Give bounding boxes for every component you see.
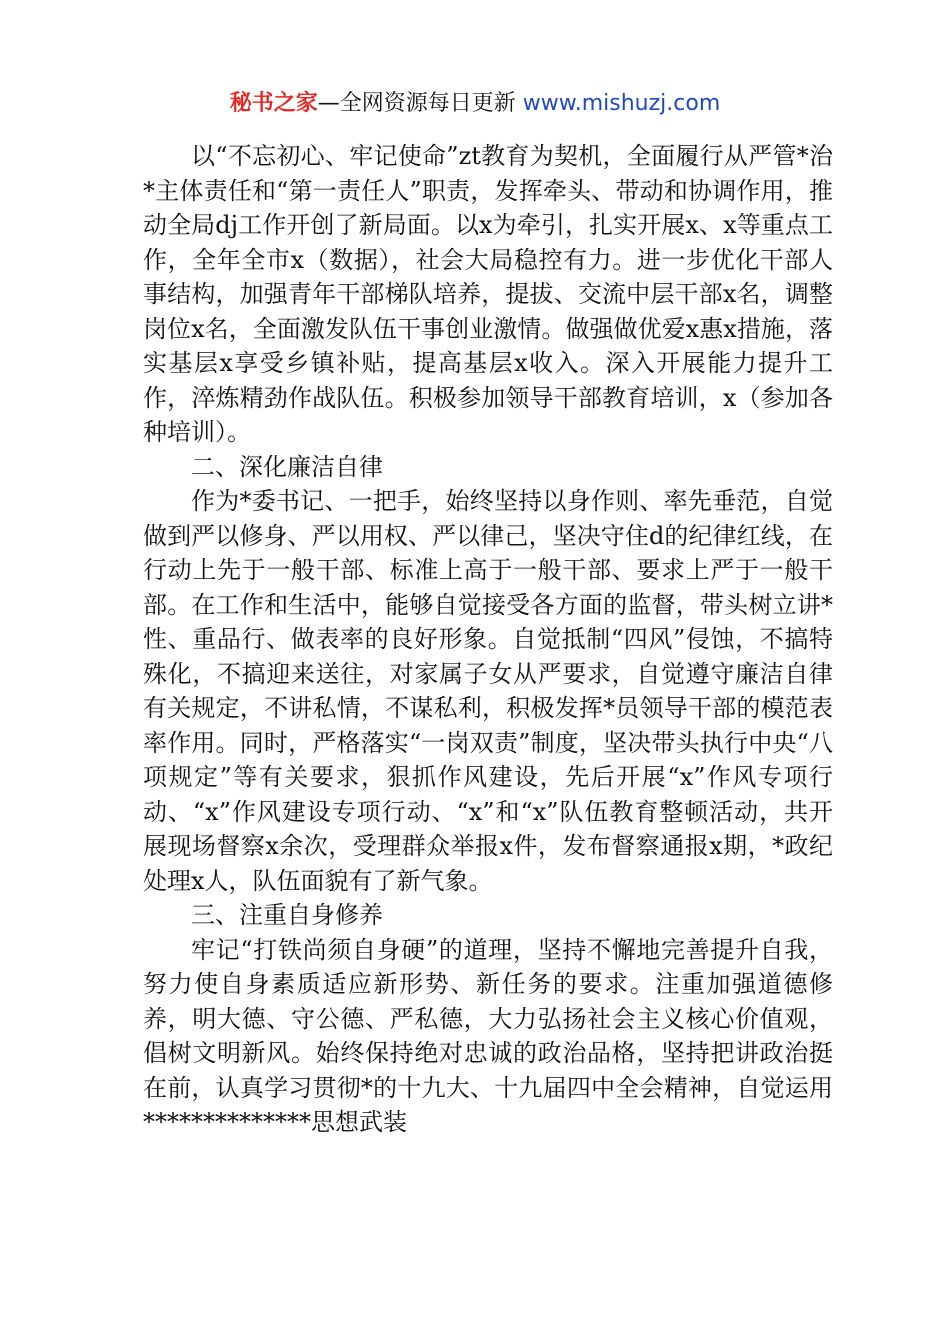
site-header (0, 86, 950, 122)
site-name: 秘书之家 (229, 91, 318, 116)
body-paragraph: 作为*委书记、一把手，始终坚持以身作则、率先垂范，自觉做到严以修身、严以用权、严以律己，坚决守住d的纪律红线，在行动上先于一般干部、标准上高于一般干部、要求上严于一般干部。在工作和生活中，能够自觉接受各方面的监督，带头树立讲*性、重品行、做表率的良好形象。自觉抵制“四风”侵蚀，不搞特殊化，不搞迎来送往，对家属子女从严要求，自觉遵守廉洁自律有关规定，不讲私情，不谋私利，积极发挥*员领导干部的模范表率作用。同时，严格落实“一岗双责”制度，坚决带头执行中央“八项规定”等有关要求，狠抓作风建设，先后开展“x”作风专项行动、“x”作风建设专项行动、“x”和“x”队伍教育整顿活动，共开展现场督察x余次，受理群众举报x件，发布督察通报x期，*政纪处理x人，队伍面貌有了新气象。 (143, 487, 833, 895)
section-heading: 三、注重自身修养 (191, 901, 383, 929)
section-heading: 二、深化廉洁自律 (191, 452, 383, 481)
site-tagline: —全网资源每日更新 (317, 91, 523, 116)
document-body (143, 139, 833, 1140)
site-url-link[interactable]: www.mishuzj.com (522, 91, 721, 116)
body-paragraph: 牢记“打铁尚须自身硬”的道理，坚持不懈地完善提升自我，努力使自身素质适应新形势、新任务的要求。注重加强道德修养，明大德、守公德、严私德，大力弘扬社会主义核心价值观，倡树文明新风。始终保持绝对忠诚的政治品格，坚持把讲政治挺在前，认真学习贯彻*的十九大、十九届四中全会精神，自觉运用**************思想武装 (143, 935, 833, 1136)
body-paragraph: 以“不忘初心、牢记使命”zt教育为契机，全面履行从严管*治*主体责任和“第一责任人”职责，发挥牵头、带动和协调作用，推动全局dj工作开创了新局面。以x为牵引，扎实开展x、x等重点工作，全年全市x（数据），社会大局稳控有力。进一步优化干部人事结构，加强青年干部梯队培养，提拔、交流中层干部x名，调整岗位x名，全面激发队伍干事创业激情。做强做优爱x惠x措施，落实基层x享受乡镇补贴，提高基层x收入。深入开展能力提升工作，淬炼精劲作战队伍。积极参加领导干部教育培训，x（参加各种培训）。 (143, 142, 833, 446)
